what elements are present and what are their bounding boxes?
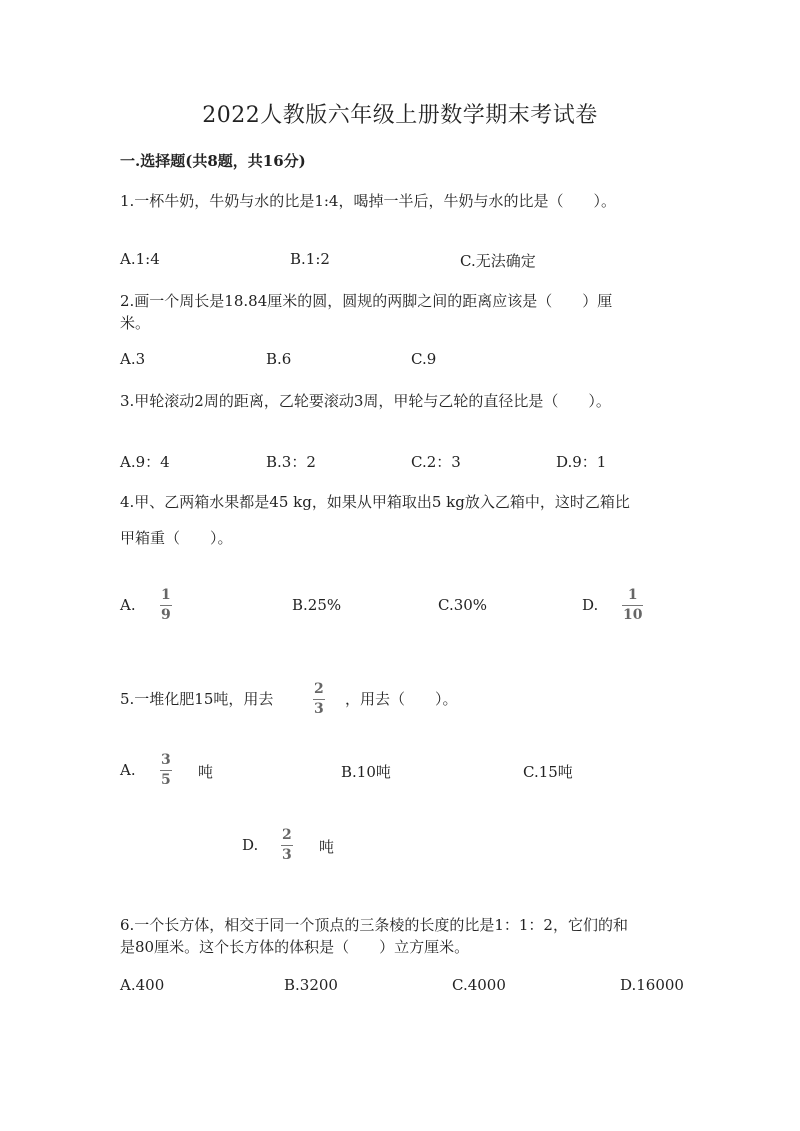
- q2-option-b: B.6: [266, 350, 292, 368]
- q3-option-b: B.3：2: [266, 453, 316, 471]
- q6-option-b: B.3200: [284, 976, 338, 994]
- q1-option-b: B.1:2: [290, 250, 330, 268]
- q5-option-a-fraction: [160, 753, 172, 788]
- q4-option-d-fraction: [622, 588, 643, 623]
- question-4-line2: 甲箱重（ ）。: [120, 529, 233, 547]
- q1-option-a: A.1:4: [120, 250, 160, 268]
- fraction-denominator: 5: [161, 772, 171, 788]
- fraction-bar: [622, 605, 643, 606]
- fraction-bar: [160, 605, 172, 606]
- q4-option-a-fraction: [160, 588, 172, 623]
- exam-title: 2022人教版六年级上册数学期末考试卷: [202, 103, 598, 128]
- q5-option-d-unit: 吨: [319, 838, 335, 856]
- fraction-numerator: 1: [161, 587, 171, 603]
- question-4-line1: 4.甲、乙两箱水果都是45 kg，如果从甲箱取出5 kg放入乙箱中，这时乙箱比: [120, 493, 630, 511]
- question-5-part1: 5.一堆化肥15吨，用去: [120, 690, 274, 708]
- q5-fraction: [313, 682, 325, 717]
- question-6-line2: 是80厘米。这个长方体的体积是（ ）立方厘米。: [120, 938, 470, 956]
- fraction-numerator: 2: [314, 681, 324, 697]
- question-3: 3.甲轮滚动2周的距离，乙轮要滚动3周，甲轮与乙轮的直径比是（ ）。: [120, 392, 611, 410]
- q2-option-c: C.9: [411, 350, 437, 368]
- q4-option-b: B.25%: [292, 596, 342, 614]
- q1-option-c: C.无法确定: [460, 252, 536, 270]
- question-2-line2: 米。: [120, 314, 151, 332]
- q2-option-a: A.3: [120, 350, 146, 368]
- q5-option-b: B.10吨: [341, 763, 391, 781]
- q5-option-c: C.15吨: [523, 763, 573, 781]
- q6-option-a: A.400: [120, 976, 165, 994]
- q4-option-a-label: A.: [120, 596, 136, 614]
- q4-option-c: C.30%: [438, 596, 488, 614]
- section-heading: 一.选择题(共8题，共16分): [120, 152, 306, 170]
- fraction-numerator: 1: [627, 587, 638, 603]
- q3-option-d: D.9：1: [556, 453, 607, 471]
- q3-option-c: C.2：3: [411, 453, 461, 471]
- fraction-bar: [281, 845, 293, 846]
- fraction-denominator: 10: [623, 607, 643, 623]
- fraction-numerator: 3: [161, 752, 171, 768]
- question-5-part2: ，用去（ ）。: [345, 690, 458, 708]
- q6-option-d: D.16000: [620, 976, 684, 994]
- q3-option-a: A.9：4: [120, 453, 170, 471]
- fraction-denominator: 9: [161, 607, 171, 623]
- fraction-numerator: 2: [282, 827, 292, 843]
- fraction-bar: [313, 699, 325, 700]
- question-6-line1: 6.一个长方体，相交于同一个顶点的三条棱的长度的比是1：1：2，它们的和: [120, 916, 628, 934]
- question-2-line1: 2.画一个周长是18.84厘米的圆，圆规的两脚之间的距离应该是（ ）厘: [120, 292, 613, 310]
- fraction-denominator: 3: [282, 847, 292, 863]
- question-1: 1.一杯牛奶，牛奶与水的比是1:4，喝掉一半后，牛奶与水的比是（ ）。: [120, 192, 616, 210]
- q4-option-d-label: D.: [582, 596, 599, 614]
- q5-option-d-label: D.: [242, 836, 259, 854]
- q6-option-c: C.4000: [452, 976, 506, 994]
- q5-option-d-fraction: [281, 828, 293, 863]
- q5-option-a-label: A.: [120, 761, 136, 779]
- fraction-bar: [160, 770, 172, 771]
- q5-option-a-unit: 吨: [198, 763, 214, 781]
- fraction-denominator: 3: [314, 701, 324, 717]
